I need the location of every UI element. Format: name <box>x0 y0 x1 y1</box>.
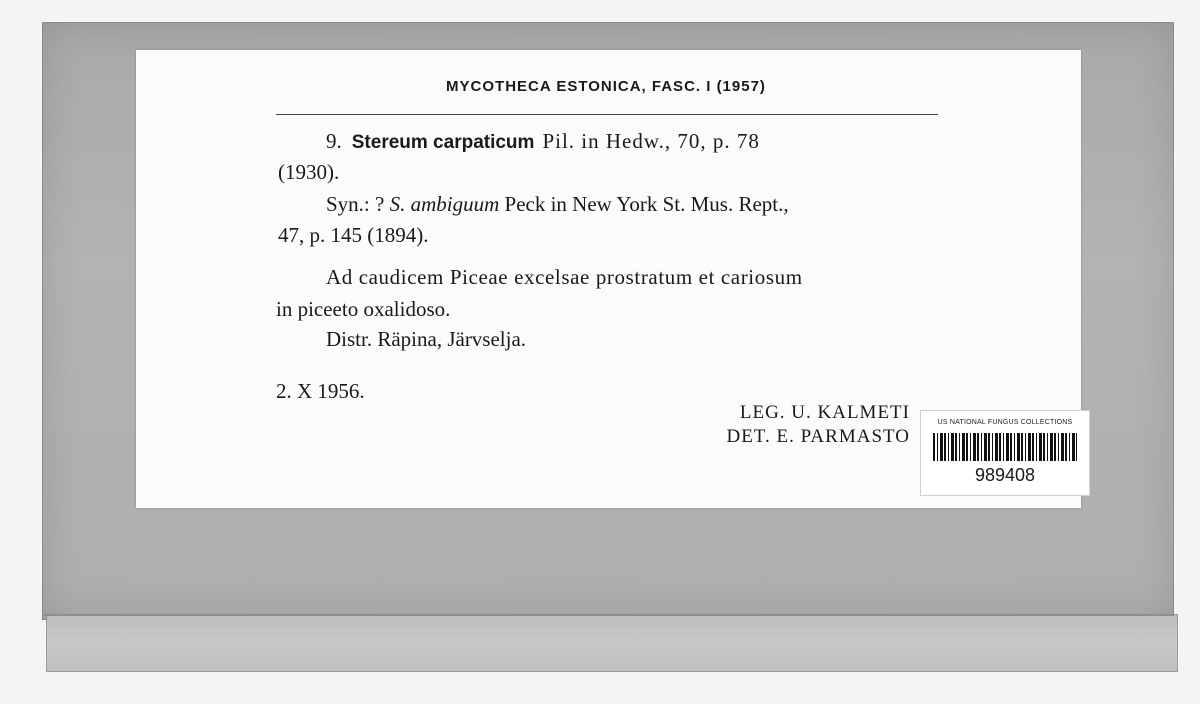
citation-year: (1930). <box>278 160 340 184</box>
habitat-line-2: in piceeto oxalidoso. <box>276 297 451 321</box>
collection-name: US NATIONAL FUNGUS COLLECTIONS <box>937 419 1073 426</box>
synonym-line <box>326 189 789 220</box>
collection-date: 2. X 1956. <box>276 379 365 403</box>
species-line <box>326 126 760 158</box>
species-name: Stereum carpaticum <box>351 132 535 153</box>
synonym-name: S. ambiguum <box>389 192 500 216</box>
synonym-citation-cont: 47, p. 145 (1894). <box>278 223 429 247</box>
synonym-prefix: Syn.: ? <box>326 192 385 216</box>
authority-citation: Pil. in Hedw., 70, p. 78 <box>542 129 760 153</box>
habitat-line-1: Ad caudicem Piceae excelsae prostratum et cariosum <box>326 265 803 289</box>
title-rule <box>276 114 938 115</box>
collector: LEG. U. KALMETI <box>739 402 910 423</box>
determiner: DET. E. PARMASTO <box>726 426 910 447</box>
packet-fold-line <box>42 614 1174 616</box>
specimen-number: 9. <box>326 129 342 153</box>
synonym-citation: Peck in New York St. Mus. Rept., <box>504 192 789 216</box>
barcode-number: 989408 <box>974 465 1036 485</box>
packet-fold-flap <box>46 614 1178 672</box>
distribution: Distr. Räpina, Järvselja. <box>326 327 527 351</box>
barcode-icon <box>933 433 1077 461</box>
label-title: MYCOTHECA ESTONICA, FASC. I (1957) <box>446 78 766 95</box>
barcode-sticker <box>920 410 1090 496</box>
